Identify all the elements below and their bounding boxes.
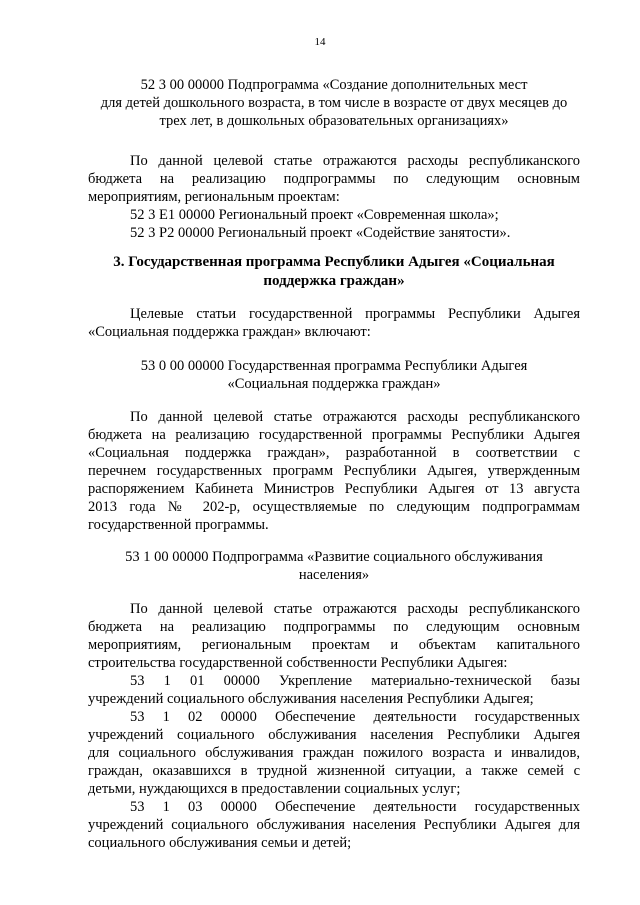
section-heading [88,253,580,291]
text-line: 52 3 00 00000 Подпрограмма «Создание дополнительных мест [140,77,528,93]
paragraph-531 [88,600,580,672]
text-line: «Социальная поддержка граждан» [227,376,441,392]
text-line: для детей дошкольного возраста, в том числе в возрасте от двух месяцев до [100,95,568,111]
text-line: детьми, нуждающихся в предоставлении социальных услуг; [88,781,461,797]
subprogram-523-title [88,76,580,130]
program-53-title [88,357,580,393]
paragraph-523 [88,152,580,242]
list-item-53103 [88,798,580,852]
list-item: 52 3 E1 00000 Региональный проект «Современная школа»; [130,207,499,223]
text-line: 53 1 01 00000 Укрепление материально-технической базы [130,673,580,689]
text-line: для социального обслуживания граждан пожилого возраста и инвалидов, [88,745,580,761]
list-item: 52 3 P2 00000 Региональный проект «Содействие занятости». [130,225,511,241]
subprogram-531-title [88,548,580,584]
text-line: Целевые статьи государственной программы Республики Адыгея [130,306,580,322]
text-line: 53 1 00 00000 Подпрограмма «Развитие социального обслуживания [125,549,543,565]
text-line: 53 0 00 00000 Государственная программа Республики Адыгея [140,358,528,374]
paragraph-53 [88,408,580,534]
text-line: По данной целевой статье отражаются расходы республиканского [130,601,580,617]
text-line: мероприятиям, региональным проектам и объектам капитального [88,637,580,653]
text-line: По данной целевой статье отражаются расходы республиканского [130,409,580,425]
text-line: бюджета на реализацию подпрограммы по следующим основным [88,619,580,635]
list-item-53101 [88,672,580,708]
text-line: 53 1 03 00000 Обеспечение деятельности государственных [130,799,580,815]
text-line: 53 1 02 00000 Обеспечение деятельности государственных [130,709,580,725]
heading-line: 3. Государственная программа Республики Адыгея «Социальная [113,254,555,270]
text-line: граждан, оказавшихся в трудной жизненной ситуации, а также семей с [88,763,580,779]
page-number: 14 [314,36,326,48]
text-line: бюджета на реализацию подпрограммы по следующим основным [88,171,580,187]
text-line: учреждений социального обслуживания населения Республики Адыгея [88,727,580,743]
text-line: социального обслуживания семьи и детей; [88,835,352,851]
text-line: учреждений социального обслуживания населения Республики Адыгея; [88,691,534,707]
text-line: мероприятиям, региональным проектам: [88,189,340,205]
text-line: учреждений социального обслуживания населения Республики Адыгея для [88,817,580,833]
text-line: перечнем государственных программ Республики Адыгея, утвержденным [88,463,580,479]
paragraph-intro [88,305,580,341]
text-line: населения» [298,567,370,583]
text-line: 2013 года № 202-р, осуществляемые по следующим подпрограммам [88,499,580,515]
text-line: государственной программы. [88,517,269,533]
text-line: распоряжением Кабинета Министров Республики Адыгея от 13 августа [88,481,580,497]
text-line: строительства государственной собственности Республики Адыгея: [88,655,508,671]
text-line: «Социальная поддержка граждан», разработанной в соответствии с [88,445,580,461]
text-line: По данной целевой статье отражаются расходы республиканского [130,153,580,169]
text-line: бюджета на реализацию государственной программы Республики Адыгея [88,427,580,443]
text-line: «Социальная поддержка граждан» включают: [88,324,371,340]
heading-line: поддержка граждан» [263,273,405,289]
list-item-53102 [88,708,580,798]
text-line: трех лет, в дошкольных образовательных организациях» [159,113,509,129]
